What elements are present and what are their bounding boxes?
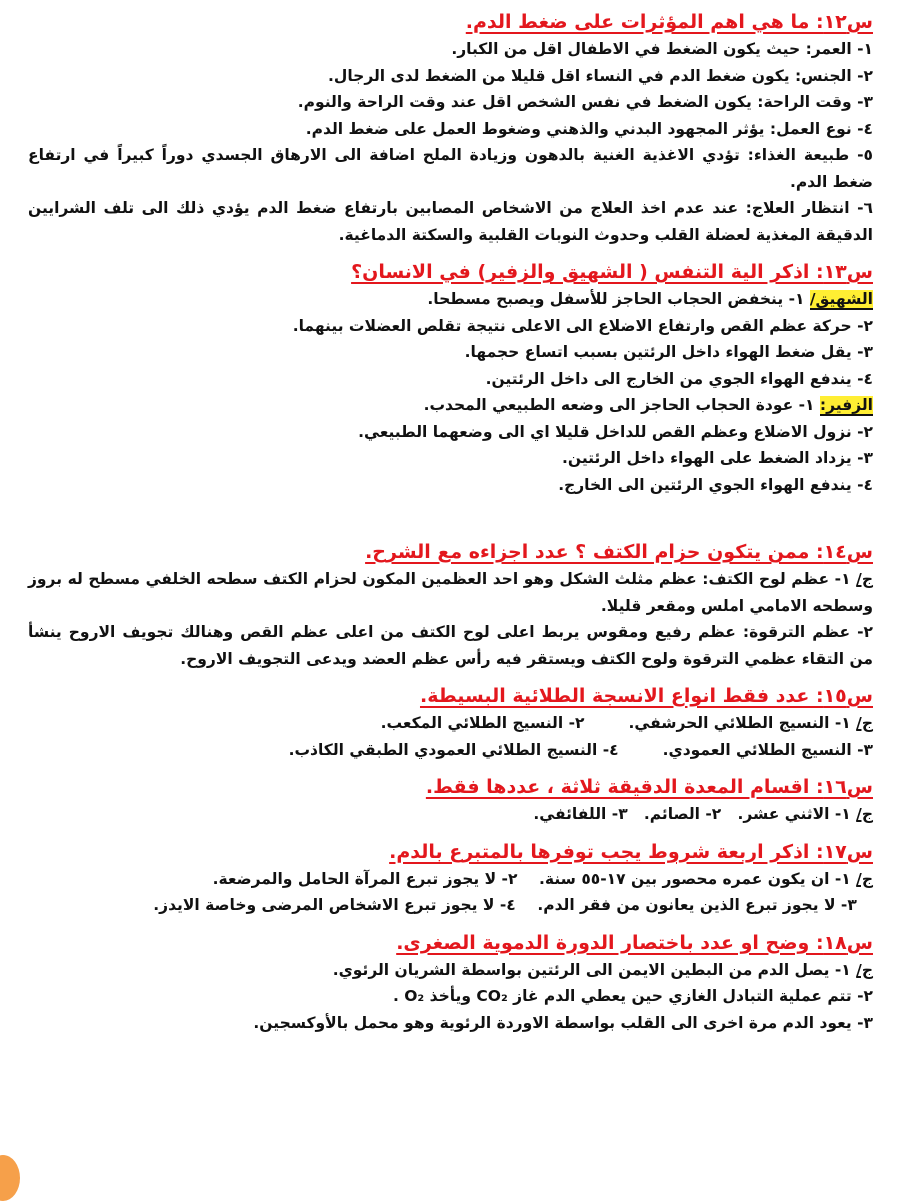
q18-item-1: ١- يصل الدم من البطين الايمن الى الرئتين بواسطة الشريان الرئوي. (332, 960, 851, 979)
q16-item-1: ١- الاثني عشر. (737, 805, 851, 823)
q12-item-1: ١- العمر: حيث يكون الضغط في الاطفال اقل من الكبار. (451, 40, 873, 58)
question-13-title: س١٣: اذكر الية التنفس ( الشهيق والزفير) في الانسان؟ (351, 261, 873, 283)
q12-item-2: ٢- الجنس: يكون ضغط الدم في النساء اقل قليلا من الضغط لدى الرجال. (327, 66, 873, 85)
q13-exhale-line-1 (28, 392, 873, 419)
q13-inhale-item-2: ٢- حركة عظم القص وارتفاع الاضلاع الى الاعلى نتيجة تقلص العضلات بينهما. (292, 316, 873, 335)
document-page (28, 8, 873, 1036)
q14-item-1: ١- عظم لوح الكتف: عظم مثلث الشكل وهو احد العظمين المكون لحزام الكتف سطحه الخلفي مسطح له بروز وسطحه الامامي املس ومقعر قليلا. (28, 570, 873, 615)
question-18-title: س١٨: وضح او عدد باختصار الدورة الدموية الصغرى. (396, 931, 873, 954)
q12-item-5: ٥- طبيعة الغذاء: تؤدي الاغذية الغنية بالدهون وزيادة الملح اضافة الى الارهاق الجسدي دوراً كبيراً في ارتفاع ضغط الدم. (28, 146, 873, 191)
q12-item-6: ٦- انتظار العلاج: عند عدم اخذ العلاج من الاشخاص المصابين بارتفاع ضغط الدم يؤدي ذلك الى تلف الشرايين الدقيقة المغذية لعضلة القلب وحدوث النوبات القلبية والسكتة الدماغية. (28, 199, 873, 244)
q17-answer-label: ج/ (856, 869, 873, 888)
q14-item-2: ٢- عظم الترقوة: عظم رفيع ومقوس يربط اعلى لوح الكتف من اعلى عظم القص وهنالك تجويف الاروح ينشأ من التقاء عظمي الترقوة ولوح الكتف ويستقر فيه رأس عظم العضد ويدعى التجويف الاروح. (28, 623, 873, 668)
q15-item-3: ٣- النسيج الطلائي العمودي. (662, 740, 873, 759)
q13-exhale-item-4: ٤- يندفع الهواء الجوي الرئتين الى الخارج. (558, 475, 873, 494)
q13-inhale-item-1: ١- ينخفض الحجاب الحاجز للأسفل ويصبح مسطحا. (427, 290, 805, 308)
q15-item-2: ٢- النسيج الطلائي المكعب. (380, 714, 585, 732)
question-12-title: س١٢: ما هي اهم المؤثرات على ضغط الدم. (465, 11, 873, 33)
q13-inhale-item-3: ٣- يقل ضغط الهواء داخل الرئتين بسبب اتساع حجمها. (464, 343, 873, 361)
q17-item-3: ٣- لا يجوز تبرع الذين يعانون من فقر الدم. (537, 896, 857, 914)
question-15-title: س١٥: عدد فقط انواع الانسجة الطلائية البسيطة. (419, 685, 873, 707)
q16-item-2: ٢- الصائم. (643, 805, 722, 823)
question-16-title: س١٦: اقسام المعدة الدقيقة ثلاثة ، عددها فقط. (425, 776, 873, 798)
q15-item-4: ٤- النسيج الطلائي العمودي الطبقي الكاذب. (288, 740, 619, 759)
q18-row-1 (28, 957, 873, 984)
decorative-corner-shape (0, 1155, 20, 1201)
q13-exhale-item-1: ١- عودة الحجاب الحاجز الى وضعه الطبيعي المحدب. (423, 396, 815, 414)
q15-item-1: ١- النسيج الطلائي الحرشفي. (628, 714, 851, 732)
question-14-title: س١٤: ممن يتكون حزام الكتف ؟ عدد اجزاءه مع الشرح. (365, 541, 873, 563)
exhale-label: الزفير: (819, 396, 873, 414)
q15-row-2 (28, 737, 873, 764)
q16-row (28, 801, 873, 828)
q13-exhale-item-2: ٢- نزول الاضلاع وعظم القص للداخل قليلا اي الى وضعهما الطبيعي. (358, 422, 873, 441)
q15-answer-label: ج/ (856, 714, 873, 732)
inhale-label: الشهيق/ (809, 290, 873, 308)
q12-item-3: ٣- وقت الراحة: يكون الضغط في نفس الشخص اقل عند وقت الراحة والنوم. (297, 93, 873, 111)
q17-item-2: ٢- لا يجوز تبرع المرآة الحامل والمرضعة. (212, 869, 518, 888)
q14-item-1-line (28, 566, 873, 619)
q13-exhale-item-3: ٣- يزداد الضغط على الهواء داخل الرئتين. (562, 449, 873, 467)
q13-inhale-line-1 (28, 286, 873, 313)
q17-item-1: ١- ان يكون عمره محصور بين ١٧-٥٥ سنة. (539, 869, 851, 888)
q18-item-3: ٣- يعود الدم مرة اخرى الى القلب بواسطة الاوردة الرئوية وهو محمل بالأوكسجين. (253, 1013, 873, 1032)
q13-inhale-item-4: ٤- يندفع الهواء الجوي من الخارج الى داخل الرئتين. (485, 369, 873, 388)
q12-item-4: ٤- نوع العمل: يؤثر المجهود البدني والذهني وضغوط العمل على ضغط الدم. (305, 119, 873, 138)
q14-answer-label: ج/ (856, 570, 874, 588)
q18-item-2: ٢- تتم عملية التبادل الغازي حين يعطي الدم غاز CO₂ ويأخذ O₂ . (392, 987, 873, 1005)
q17-item-4: ٤- لا يجوز تبرع الاشخاص المرضى وخاصة الايدز. (153, 896, 516, 914)
q16-item-3: ٣- اللفائفي. (533, 805, 628, 823)
q17-row-1 (28, 866, 873, 893)
question-17-title: س١٧: اذكر اربعة شروط يجب توفرها بالمتبرع بالدم. (389, 840, 873, 863)
q17-row-2 (28, 892, 873, 919)
q16-answer-label: ج/ (856, 805, 873, 823)
q18-answer-label: ج/ (856, 960, 873, 979)
q15-row-1 (28, 710, 873, 737)
